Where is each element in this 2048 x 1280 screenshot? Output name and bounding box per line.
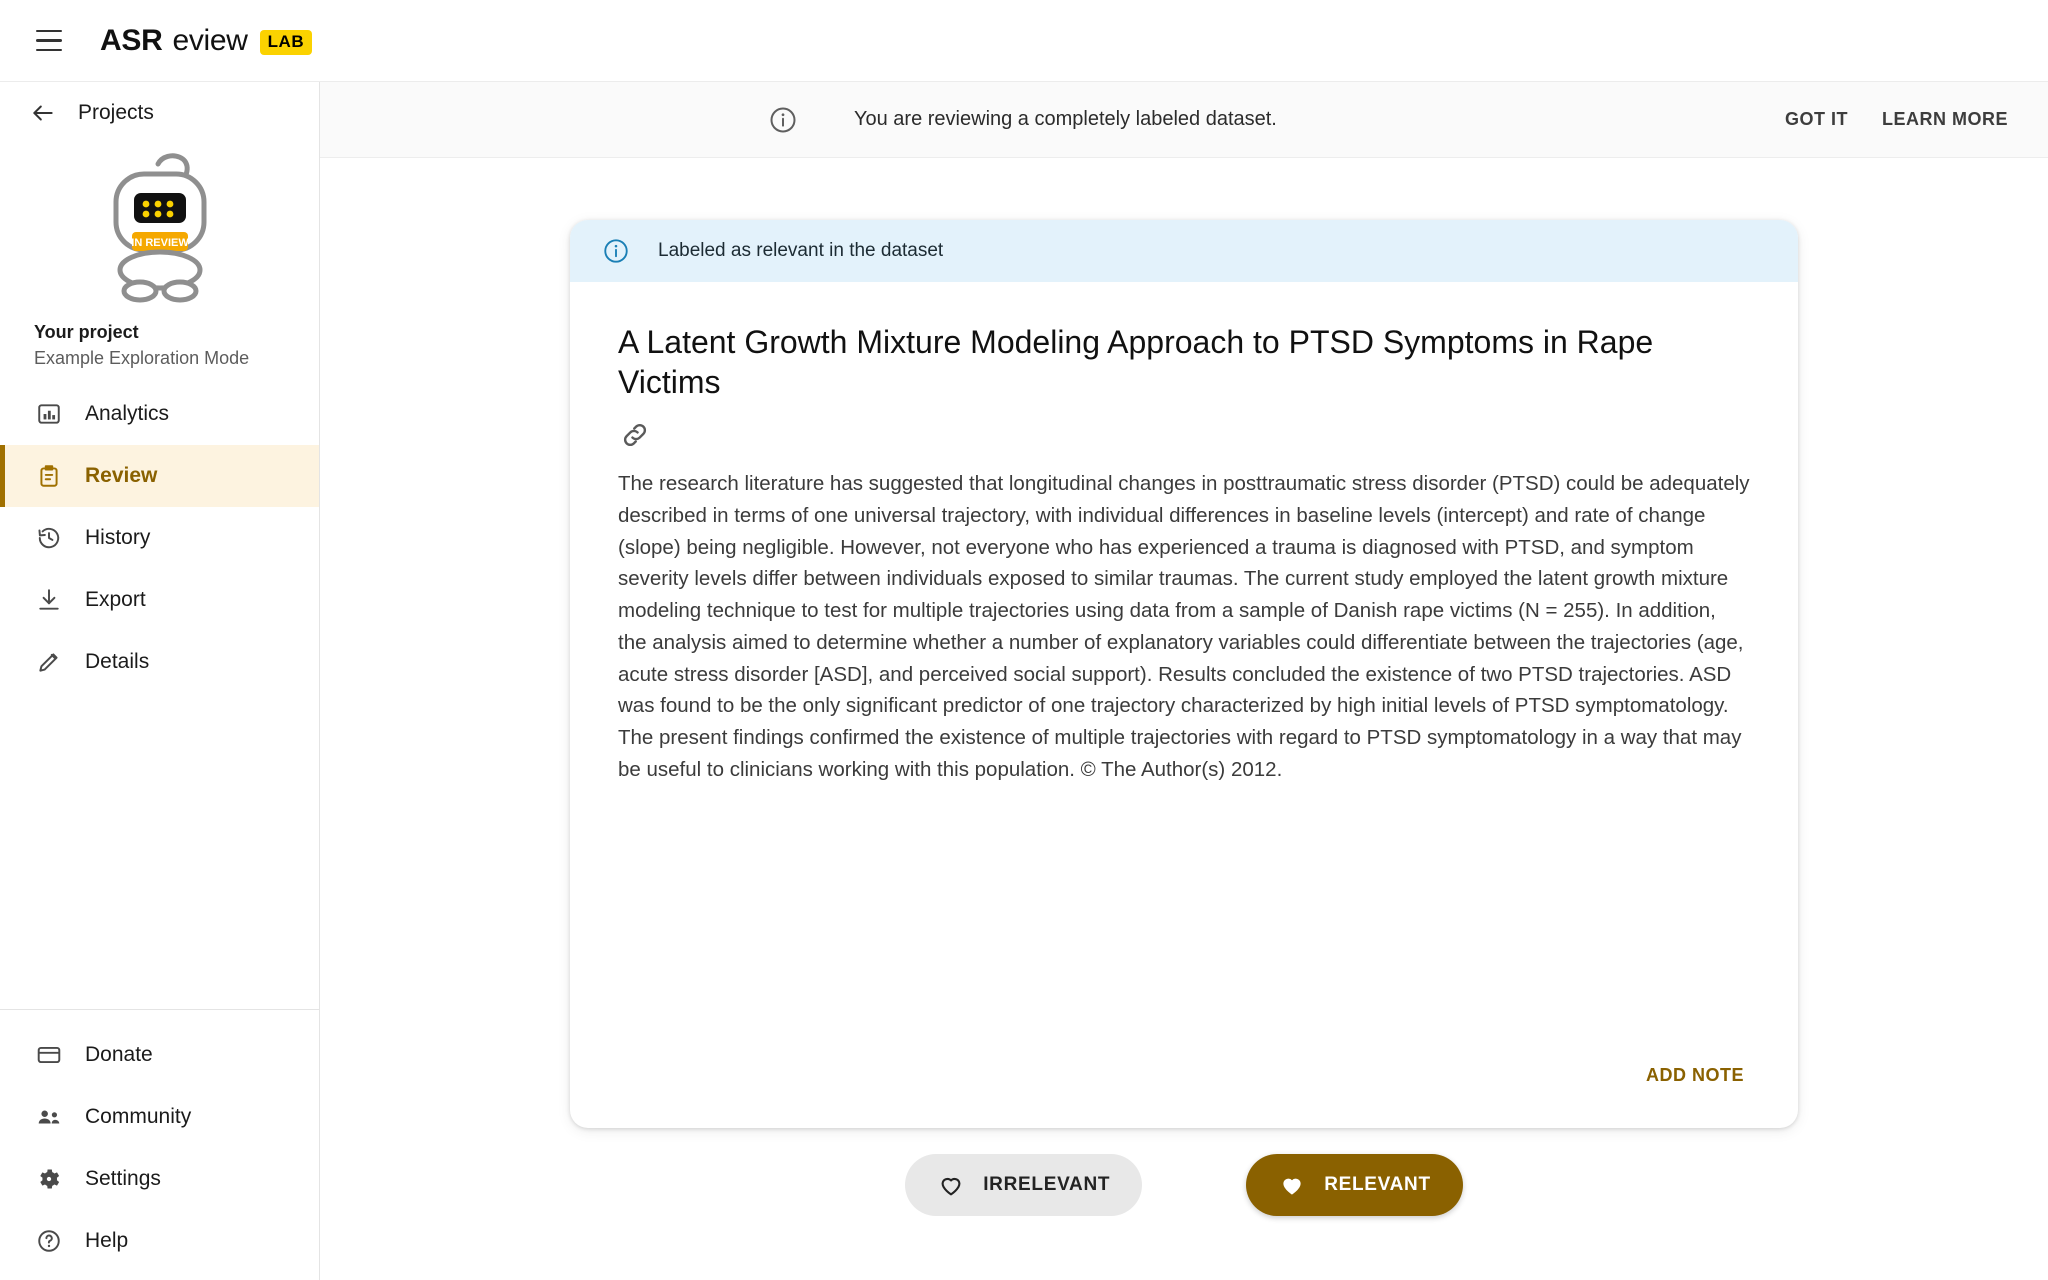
record-abstract: The research literature has suggested that longitudinal changes in posttraumatic stress disorder (PTSD) could be adequately described in terms of one universal trajectory, with individual differences in baseline levels (intercept) and rate of change (slope) being negligible. However, not everyone who has experienced a trauma is diagnosed with PTSD, and symptom severity levels differ between individuals exposed to similar traumas. The current study employed the latent growth mixture modeling technique to test for multiple trajectories using data from a sample of Danish rape victims (N = 255). In addition, the analysis aimed to determine whether a number of explanatory variables could differentiate between the trajectories (age, acute stress disorder [ASD], and perceived social support). Results concluded the existence of two PTSD trajectories. ASD was found to be the only significant predictor of one trajectory characterized by high initial levels of PTSD symptomatology. The present findings confirmed the existence of multiple trajectories with regard to PTSD symptomatology in a way that may be useful to clinicians working with this population. © The Author(s) 2012.	[618, 472, 1750, 781]
sidebar-item-donate[interactable]	[0, 1024, 319, 1086]
history-clock-icon	[35, 524, 63, 552]
gear-icon	[35, 1165, 63, 1193]
project-robot-illustration	[0, 136, 319, 314]
got-it-button[interactable]: GOT IT	[1781, 103, 1852, 136]
sidebar-item-review[interactable]	[0, 445, 319, 507]
banner-text: You are reviewing a completely labeled dataset.	[854, 108, 1277, 130]
sidebar-item-label: Community	[85, 1105, 192, 1128]
irrelevant-button[interactable]	[905, 1154, 1142, 1216]
question-circle-icon	[35, 1227, 63, 1255]
record-title: A Latent Growth Mixture Modeling Approach to PTSD Symptoms in Rape Victims	[618, 324, 1654, 400]
sidebar-item-label: History	[85, 526, 151, 549]
clipboard-icon	[35, 462, 63, 490]
info-circle-icon	[768, 105, 798, 135]
label-chip-text: Labeled as relevant in the dataset	[658, 240, 944, 261]
main-content	[320, 82, 2048, 1280]
sidebar-item-label: Settings	[85, 1167, 161, 1190]
arrow-left-icon	[30, 100, 56, 126]
back-label: Projects	[78, 101, 154, 124]
robot-icon	[96, 146, 224, 306]
record-body	[570, 282, 1798, 1057]
banner-actions	[1781, 103, 2012, 136]
label-chip	[570, 220, 1798, 282]
sidebar-item-label: Export	[85, 588, 146, 611]
sidebar-item-analytics[interactable]	[0, 383, 319, 445]
record-area	[320, 158, 2048, 1280]
sidebar-bottom	[0, 1009, 319, 1280]
sidebar-item-settings[interactable]	[0, 1148, 319, 1210]
dataset-banner	[320, 82, 2048, 158]
brand-logo[interactable]	[100, 24, 312, 58]
brand-lab-badge: LAB	[260, 30, 312, 55]
heart-outline-icon	[937, 1171, 965, 1199]
hamburger-icon[interactable]	[22, 14, 76, 68]
record-footer	[570, 1057, 1798, 1128]
sidebar-item-help[interactable]	[0, 1210, 319, 1272]
sidebar-item-details[interactable]	[0, 631, 319, 693]
brand-review: eview	[172, 23, 248, 57]
card-icon	[35, 1041, 63, 1069]
sidebar-item-export[interactable]	[0, 569, 319, 631]
body-row	[0, 82, 2048, 1280]
irrelevant-label: IRRELEVANT	[983, 1174, 1111, 1195]
relevant-label: RELEVANT	[1324, 1174, 1431, 1195]
top-app-bar	[0, 0, 2048, 82]
heart-filled-icon	[1278, 1171, 1306, 1199]
people-icon	[35, 1103, 63, 1131]
relevant-button[interactable]	[1246, 1154, 1463, 1216]
svg-text:IN REVIEW: IN REVIEW	[130, 237, 189, 249]
sidebar-item-label: Review	[85, 464, 158, 487]
sidebar-item-label: Details	[85, 650, 150, 673]
brand-asr: ASR	[100, 23, 163, 57]
project-name: Your project	[34, 322, 139, 342]
sidebar-item-label: Analytics	[85, 402, 170, 425]
back-to-projects[interactable]	[0, 82, 319, 136]
sidebar-item-label: Help	[85, 1229, 129, 1252]
link-icon[interactable]	[618, 418, 652, 452]
add-note-button[interactable]: ADD NOTE	[1640, 1057, 1750, 1094]
record-card	[570, 220, 1798, 1128]
download-icon	[35, 586, 63, 614]
pencil-icon	[35, 648, 63, 676]
sidebar-item-history[interactable]	[0, 507, 319, 569]
sidebar-top	[0, 82, 319, 1009]
bar-chart-icon	[35, 400, 63, 428]
sidebar-item-community[interactable]	[0, 1086, 319, 1148]
sidebar	[0, 82, 320, 1280]
project-mode: Example Exploration Mode	[34, 348, 250, 368]
learn-more-button[interactable]: LEARN MORE	[1878, 103, 2012, 136]
sidebar-item-label: Donate	[85, 1043, 153, 1066]
info-circle-icon	[602, 237, 630, 265]
decision-bar	[905, 1128, 1463, 1246]
